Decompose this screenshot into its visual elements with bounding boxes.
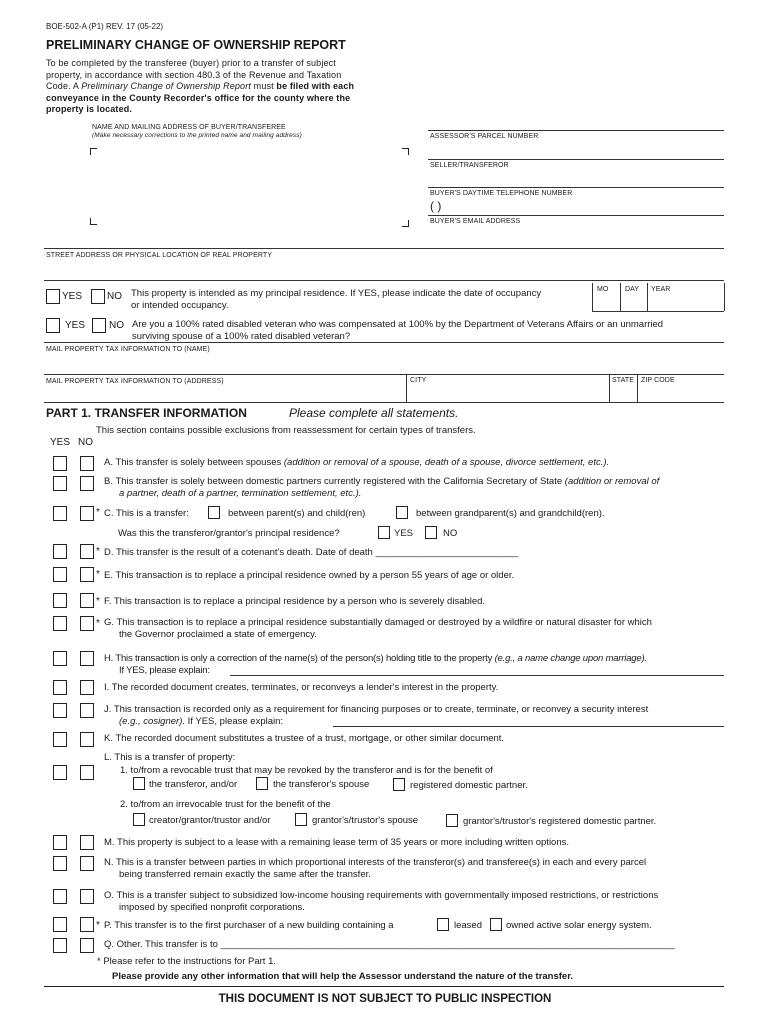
parent-child-checkbox[interactable] — [208, 506, 220, 519]
occupancy-year-field[interactable] — [648, 295, 723, 310]
seller-label: SELLER/TRANSFEROR — [430, 162, 509, 169]
item-e-yes-checkbox[interactable] — [53, 567, 67, 582]
l2-domestic-partner-label: grantor's/trustor's registered domestic partner. — [463, 816, 657, 827]
item-d-text: D. This transfer is the result of a cotenant's death. Date of death ___________________________ — [104, 547, 519, 558]
public-inspection-notice: THIS DOCUMENT IS NOT SUBJECT TO PUBLIC INSPECTION — [218, 993, 552, 1005]
grandparent-grandchild-label: between grandparent(s) and grandchild(ren). — [416, 508, 605, 519]
l2-spouse-checkbox[interactable] — [295, 813, 307, 826]
email-label: BUYER'S EMAIL ADDRESS — [430, 218, 521, 225]
item-l-no-checkbox[interactable] — [80, 765, 94, 780]
veteran-no-checkbox[interactable] — [92, 318, 106, 333]
form-title: PRELIMINARY CHANGE OF OWNERSHIP REPORT — [46, 38, 346, 52]
seller-field[interactable] — [428, 171, 724, 187]
buyer-name-note: (Make necessary corrections to the printed name and mailing address) — [92, 132, 302, 139]
disabled-veteran-question: Are you a 100% rated disabled veteran who was compensated at 100% by the Department of Veterans Affairs or an unmarried surviving spouse of a 100% rated disabled veteran? — [132, 319, 664, 342]
item-c-no-checkbox[interactable] — [80, 506, 94, 521]
item-d-asterisk: * — [96, 546, 100, 557]
item-j-text: J. This transaction is recorded only as a requirement for financing purposes or to create, terminate, or reconvey a security interest (e.g., cosigner). If YES, please explain: — [104, 704, 649, 727]
item-a-no-checkbox[interactable] — [80, 456, 94, 471]
l1-spouse-checkbox[interactable] — [256, 777, 268, 790]
item-d-yes-checkbox[interactable] — [53, 544, 67, 559]
state-label: STATE — [612, 377, 635, 384]
item-j-no-checkbox[interactable] — [80, 703, 94, 718]
l1-transferor-label: the transferor, and/or — [149, 779, 238, 790]
no-label: NO — [107, 291, 122, 302]
mail-zip-field[interactable] — [638, 386, 723, 401]
principal-residence-yes-checkbox[interactable] — [46, 289, 60, 304]
form-id: BOE-502-A (P1) REV. 17 (05-22) — [46, 22, 164, 31]
item-j-explain-field[interactable] — [333, 715, 724, 726]
item-i-yes-checkbox[interactable] — [53, 680, 67, 695]
item-a-yes-checkbox[interactable] — [53, 456, 67, 471]
item-i-no-checkbox[interactable] — [80, 680, 94, 695]
mail-state-field[interactable] — [610, 386, 636, 401]
item-q-text: Q. Other. This transfer is to ______________________________________________________________________________________ — [104, 939, 675, 950]
grandparent-grandchild-checkbox[interactable] — [396, 506, 408, 519]
apn-label: ASSESSOR'S PARCEL NUMBER — [430, 133, 539, 140]
item-p-text: P. This transfer is to the first purchaser of a new building containing a — [104, 920, 394, 931]
l1-transferor-checkbox[interactable] — [133, 777, 145, 790]
item-l2-text: 2. to/from an irrevocable trust for the benefit of the — [120, 799, 331, 810]
item-n-text: N. This is a transfer between parties in which proportional interests of the transferor(s) and transferee(s) in each and every parcel being transferred remain exactly the same after the transfer. — [104, 857, 647, 880]
item-n-yes-checkbox[interactable] — [53, 856, 67, 871]
mail-name-field[interactable] — [44, 354, 724, 372]
item-f-no-checkbox[interactable] — [80, 593, 94, 608]
item-p-no-checkbox[interactable] — [80, 917, 94, 932]
occupancy-day-label: DAY — [625, 286, 640, 293]
item-c-residence-no-checkbox[interactable] — [425, 526, 437, 539]
leased-solar-checkbox[interactable] — [437, 918, 449, 931]
item-d-no-checkbox[interactable] — [80, 544, 94, 559]
l1-spouse-label: the transferor's spouse — [273, 779, 370, 790]
item-a-text: A. This transfer is solely between spouses (addition or removal of a spouse, death of a spouse, divorce settlement, etc.). — [104, 457, 610, 468]
owned-solar-label: owned active solar energy system. — [506, 920, 652, 931]
item-o-no-checkbox[interactable] — [80, 889, 94, 904]
item-c-text: C. This is a transfer: — [104, 508, 189, 519]
item-e-asterisk: * — [96, 569, 100, 580]
occupancy-day-field[interactable] — [621, 295, 646, 310]
item-q-yes-checkbox[interactable] — [53, 938, 67, 953]
address-corner-br — [402, 220, 409, 227]
item-e-text: E. This transaction is to replace a principal residence owned by a person 55 years of age or older. — [104, 570, 515, 581]
item-b-no-checkbox[interactable] — [80, 476, 94, 491]
item-l-yes-checkbox[interactable] — [53, 765, 67, 780]
part1-title: PART 1. TRANSFER INFORMATION — [46, 406, 247, 420]
city-label: CITY — [410, 377, 427, 384]
item-b-text: B. This transfer is solely between domestic partners currently registered with the California Secretary of State (addition or removal of a partner, death of a partner, termination settlement, etc.). — [104, 476, 660, 499]
item-f-text: F. This transaction is to replace a principal residence by a person who is severely disabled. — [104, 596, 486, 607]
occupancy-month-field[interactable] — [593, 295, 619, 310]
yes-label: YES — [62, 291, 83, 302]
yes-label: YES — [65, 320, 86, 331]
item-q-other-field[interactable] — [236, 938, 724, 950]
item-o-yes-checkbox[interactable] — [53, 889, 67, 904]
item-b-yes-checkbox[interactable] — [53, 476, 67, 491]
part1-footnote: * Please refer to the instructions for Part 1. — [97, 956, 277, 967]
item-m-text: M. This property is subject to a lease with a remaining lease term of 35 years or more including written options. — [104, 837, 570, 848]
zip-label: ZIP CODE — [641, 377, 675, 384]
principal-residence-no-checkbox[interactable] — [91, 289, 105, 304]
item-h-no-checkbox[interactable] — [80, 651, 94, 666]
item-c-residence-yes-label: YES — [394, 528, 414, 539]
mail-city-field[interactable] — [408, 386, 607, 401]
item-l-text: L. This is a transfer of property: — [104, 752, 236, 763]
item-k-no-checkbox[interactable] — [80, 732, 94, 747]
principal-residence-question: This property is intended as my principal residence. If YES, please indicate the date of occupancy or intended occupancy. — [131, 288, 542, 311]
mail-address-label: MAIL PROPERTY TAX INFORMATION TO (ADDRESS) — [46, 378, 224, 385]
l2-creator-label: creator/grantor/trustor and/or — [149, 815, 271, 826]
item-f-yes-checkbox[interactable] — [53, 593, 67, 608]
item-l1-text: 1. to/from a revocable trust that may be revoked by the transferor and is for the benefit of — [120, 765, 493, 776]
l2-spouse-label: grantor's/trustor's spouse — [312, 815, 419, 826]
part1-final-instruction: Please provide any other information that will help the Assessor understand the nature of the transfer. — [112, 971, 574, 982]
item-h-explain-field[interactable] — [230, 664, 724, 675]
item-i-text: I. The recorded document creates, terminates, or reconveys a lender's interest in the property. — [104, 682, 499, 693]
mail-address-field[interactable] — [44, 386, 404, 401]
item-c-yes-checkbox[interactable] — [53, 506, 67, 521]
item-o-text: O. This is a transfer subject to subsidized low-income housing requirements with governmentally imposed restrictions, or restrictions imposed by specified nonprofit corporations. — [104, 890, 659, 913]
item-g-yes-checkbox[interactable] — [53, 616, 67, 631]
item-k-yes-checkbox[interactable] — [53, 732, 67, 747]
parent-child-label: between parent(s) and child(ren) — [228, 508, 366, 519]
email-field[interactable] — [428, 227, 724, 243]
no-label: NO — [109, 320, 124, 331]
item-p-yes-checkbox[interactable] — [53, 917, 67, 932]
street-address-field[interactable] — [44, 260, 724, 278]
street-address-label: STREET ADDRESS OR PHYSICAL LOCATION OF REAL PROPERTY — [46, 252, 273, 259]
item-m-yes-checkbox[interactable] — [53, 835, 67, 850]
l2-domestic-partner-checkbox[interactable] — [446, 814, 458, 827]
item-c-asterisk: * — [96, 507, 100, 518]
item-n-no-checkbox[interactable] — [80, 856, 94, 871]
veteran-yes-checkbox[interactable] — [46, 318, 60, 333]
mail-name-label: MAIL PROPERTY TAX INFORMATION TO (NAME) — [46, 346, 210, 353]
item-h-yes-checkbox[interactable] — [53, 651, 67, 666]
buyer-name-label: NAME AND MAILING ADDRESS OF BUYER/TRANSFEREE — [92, 124, 286, 131]
item-k-text: K. The recorded document substitutes a trustee of a trust, mortgage, or other similar document. — [104, 733, 505, 744]
item-p-asterisk: * — [96, 920, 100, 931]
item-h-text: H. This transaction is only a correction of the name(s) of the person(s) holding title to the property (e.g., a name change upon marriage). If YES, please explain: — [104, 653, 647, 676]
item-g-asterisk: * — [96, 618, 100, 629]
phone-label: BUYER'S DAYTIME TELEPHONE NUMBER — [430, 190, 573, 197]
buyer-address-field[interactable] — [96, 150, 396, 220]
owned-solar-checkbox[interactable] — [490, 918, 502, 931]
l1-domestic-partner-checkbox[interactable] — [393, 778, 405, 791]
no-column-header: NO — [78, 437, 93, 448]
item-f-asterisk: * — [96, 596, 100, 607]
item-e-no-checkbox[interactable] — [80, 567, 94, 582]
phone-field[interactable]: ( ) — [430, 199, 442, 213]
intro-text: To be completed by the transferee (buyer) prior to a transfer of subject property, in accordance with section 480.3 of the Revenue and Taxation Code. A Preliminary Change of Ownership Report must be filed with each conveyance in the County Recorder's office for the county where the property is located. — [46, 58, 355, 114]
occupancy-year-label: YEAR — [651, 286, 671, 293]
leased-solar-label: leased — [454, 920, 482, 931]
item-j-yes-checkbox[interactable] — [53, 703, 67, 718]
principal-residence-question-c: Was this the transferor/grantor's principal residence? — [118, 528, 340, 539]
part1-subtitle: Please complete all statements. — [289, 406, 459, 420]
item-g-text: G. This transaction is to replace a principal residence substantially damaged or destroyed by a wildfire or natural disaster for which the Governor proclaimed a state of emergency. — [104, 617, 652, 640]
part1-intro: This section contains possible exclusions from reassessment for certain types of transfers. — [96, 425, 476, 436]
apn-field[interactable] — [428, 142, 724, 158]
l2-creator-checkbox[interactable] — [133, 813, 145, 826]
yes-column-header: YES — [50, 437, 71, 448]
item-m-no-checkbox[interactable] — [80, 835, 94, 850]
item-q-no-checkbox[interactable] — [80, 938, 94, 953]
occupancy-month-label: MO — [597, 286, 609, 293]
l1-domestic-partner-label: registered domestic partner. — [410, 780, 528, 791]
item-g-no-checkbox[interactable] — [80, 616, 94, 631]
item-c-residence-yes-checkbox[interactable] — [378, 526, 390, 539]
address-corner-tr — [402, 148, 409, 155]
item-c-residence-no-label: NO — [443, 528, 458, 539]
